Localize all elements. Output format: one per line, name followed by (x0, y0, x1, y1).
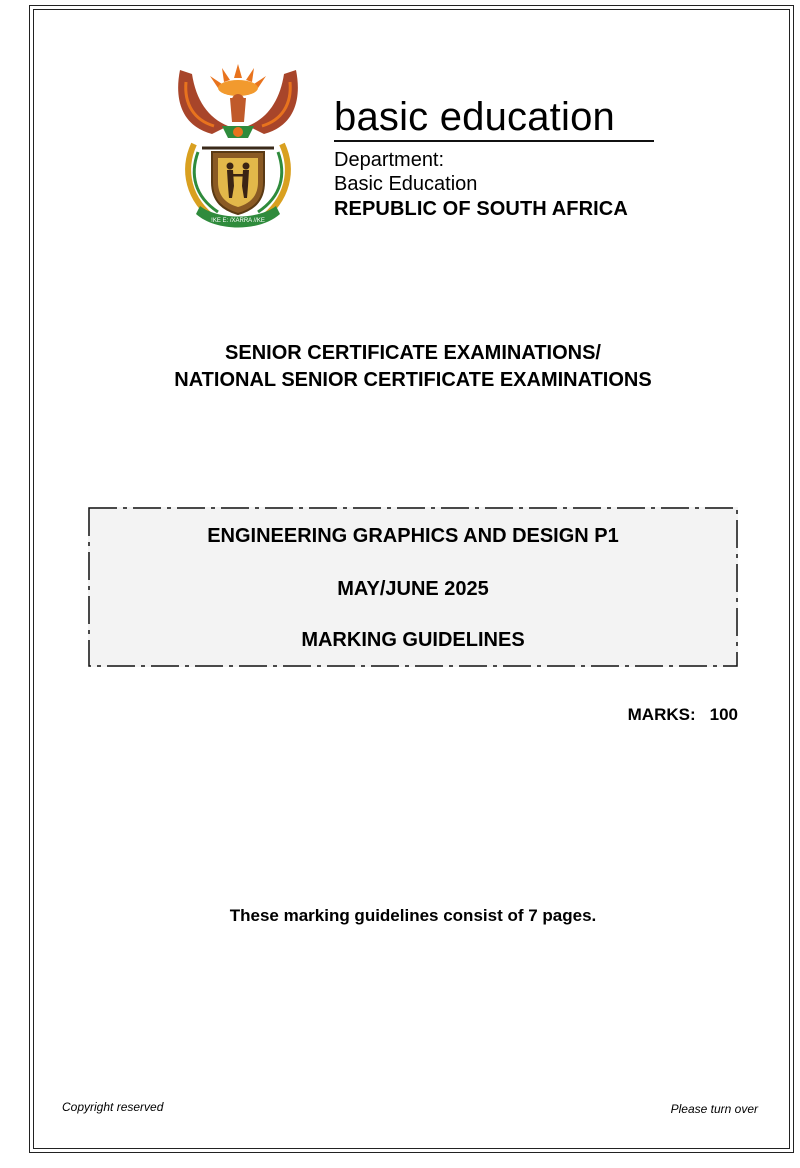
page-count-note: These marking guidelines consist of 7 pages. (229, 906, 597, 925)
turn-over-notice: Please turn over (670, 1102, 758, 1116)
coat-of-arms-logo (172, 60, 304, 236)
exam-session: MAY/JUNE 2025 (337, 578, 489, 600)
marks-label: MARKS: (627, 705, 696, 724)
department-label: Department: (334, 149, 445, 171)
subject-name: ENGINEERING GRAPHICS AND DESIGN P1 (207, 525, 619, 547)
total-marks (628, 703, 738, 727)
brand-title: basic education (334, 95, 615, 139)
crest-motto-text: !KE E: /XARRA //KE (211, 218, 265, 224)
exam-heading-line2: NATIONAL SENIOR CERTIFICATE EXAMINATIONS (174, 369, 652, 391)
department-brand (334, 92, 654, 222)
copyright-notice: Copyright reserved (62, 1100, 164, 1114)
department-name: Basic Education (334, 173, 478, 195)
subject-title-box (88, 507, 738, 667)
marks-value: 100 (709, 705, 738, 724)
country-name: REPUBLIC OF SOUTH AFRICA (334, 198, 628, 220)
document-type: MARKING GUIDELINES (301, 629, 525, 651)
exam-heading-line1: SENIOR CERTIFICATE EXAMINATIONS/ (225, 342, 601, 364)
